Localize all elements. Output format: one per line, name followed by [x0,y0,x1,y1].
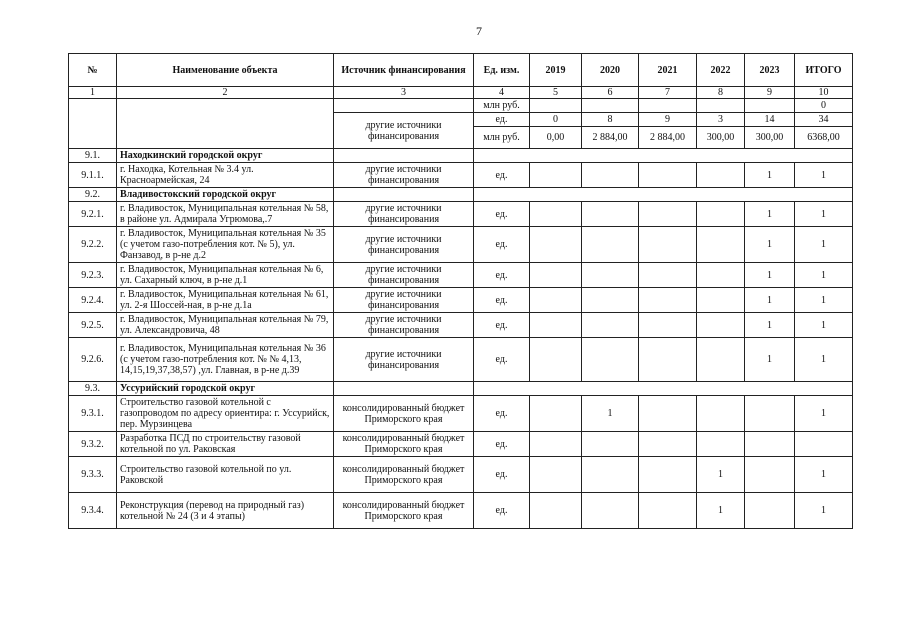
value-2020 [582,432,639,457]
row-number: 9.2.4. [69,288,117,313]
value-2021 [639,338,697,382]
value-2023: 14 [745,113,795,127]
value-2022 [697,202,745,227]
index-cell: 9 [745,87,795,99]
section-row [69,188,853,202]
value-total: 1 [795,202,853,227]
empty-cell [474,188,853,202]
object-name: Строительство газовой котельной с газопроводом по адресу ориентира: г. Уссурийск, пер. Мурзинцева [117,396,334,432]
value-2020 [582,163,639,188]
value-2023: 1 [745,202,795,227]
value-2023: 1 [745,263,795,288]
value-2019 [530,396,582,432]
value-total: 1 [795,338,853,382]
value-2020: 1 [582,396,639,432]
row-number: 9.1.1. [69,163,117,188]
table-row [69,457,853,493]
value-2019 [530,202,582,227]
object-name: г. Владивосток, Муниципальная котельная № 36 (с учетом газо-потребления кот. № № 4,13, 14,15,19,37,38,57) ,ул. Главная, в р-не д.39 [117,338,334,382]
source-cell: другие источники финансирования [334,113,474,149]
value-2019 [530,493,582,529]
unit-cell: ед. [474,227,530,263]
section-row [69,149,853,163]
source-cell: консолидированный бюджет Приморского края [334,457,474,493]
summary-row [69,99,853,113]
value-2022: 3 [697,113,745,127]
value-2023 [745,457,795,493]
value-2020 [582,99,639,113]
value-2019 [530,457,582,493]
section-title: Находкинский городской округ [117,149,334,163]
index-cell: 1 [69,87,117,99]
section-title: Уссурийский городской округ [117,382,334,396]
index-cell: 10 [795,87,853,99]
value-2020 [582,288,639,313]
value-2019: 0 [530,113,582,127]
value-2023 [745,432,795,457]
table-row [69,396,853,432]
object-name: г. Находка, Котельная № 3.4 ул. Красноармейская, 24 [117,163,334,188]
index-cell: 4 [474,87,530,99]
row-number: 9.3.3. [69,457,117,493]
value-2020 [582,227,639,263]
header-cell: Источник финансирования [334,54,474,87]
header-cell: Наименование объекта [117,54,334,87]
table-row [69,227,853,263]
value-2021: 2 884,00 [639,127,697,149]
value-2023: 1 [745,313,795,338]
row-number: 9.2. [69,188,117,202]
value-total: 1 [795,288,853,313]
value-2023 [745,99,795,113]
table-row [69,432,853,457]
value-total: 1 [795,396,853,432]
value-2023: 300,00 [745,127,795,149]
source-cell: другие источники финансирования [334,202,474,227]
value-total: 0 [795,99,853,113]
object-name: г. Владивосток, Муниципальная котельная № 79, ул. Александровича, 48 [117,313,334,338]
value-2022 [697,396,745,432]
source-cell: консолидированный бюджет Приморского края [334,432,474,457]
value-2022: 1 [697,493,745,529]
summary-num-cell [69,99,117,149]
value-total: 1 [795,163,853,188]
value-2020 [582,263,639,288]
unit-cell: ед. [474,163,530,188]
table-row [69,263,853,288]
empty-cell [334,188,474,202]
unit-cell: ед. [474,457,530,493]
table-row [69,338,853,382]
value-2021 [639,263,697,288]
index-cell: 5 [530,87,582,99]
value-2022 [697,163,745,188]
source-cell: другие источники финансирования [334,338,474,382]
object-name: г. Владивосток, Муниципальная котельная № 35 (с учетом газо-потребления кот. № 5), ул. Фанзавод, в р-не д.2 [117,227,334,263]
value-2020 [582,493,639,529]
value-2019 [530,227,582,263]
unit-cell: ед. [474,313,530,338]
unit-cell: ед. [474,432,530,457]
value-2019 [530,313,582,338]
row-number: 9.2.3. [69,263,117,288]
row-number: 9.3.2. [69,432,117,457]
source-cell: другие источники финансирования [334,227,474,263]
row-number: 9.1. [69,149,117,163]
summary-source-empty [334,99,474,113]
value-2020: 8 [582,113,639,127]
source-cell: консолидированный бюджет Приморского края [334,396,474,432]
value-total: 1 [795,493,853,529]
value-2022 [697,263,745,288]
header-cell: № [69,54,117,87]
value-2022 [697,313,745,338]
value-2022 [697,99,745,113]
section-row [69,382,853,396]
source-cell: другие источники финансирования [334,263,474,288]
empty-cell [474,382,853,396]
value-2019: 0,00 [530,127,582,149]
value-2023: 1 [745,163,795,188]
object-name: г. Владивосток, Муниципальная котельная № 61, ул. 2-я Шоссей-ная, в р-не д.1а [117,288,334,313]
value-total: 1 [795,313,853,338]
value-total [795,432,853,457]
header-cell: 2022 [697,54,745,87]
value-2022 [697,338,745,382]
value-2022 [697,432,745,457]
index-cell: 6 [582,87,639,99]
header-cell: ИТОГО [795,54,853,87]
value-total: 1 [795,227,853,263]
value-2021 [639,396,697,432]
unit-cell: млн руб. [474,99,530,113]
unit-cell: ед. [474,396,530,432]
value-2023: 1 [745,288,795,313]
value-total: 34 [795,113,853,127]
value-2021 [639,457,697,493]
object-name: Строительство газовой котельной по ул. Раковской [117,457,334,493]
value-2022 [697,288,745,313]
header-cell: 2020 [582,54,639,87]
row-number: 9.3.1. [69,396,117,432]
value-2019 [530,163,582,188]
table-row [69,202,853,227]
row-number: 9.2.6. [69,338,117,382]
value-2020 [582,313,639,338]
value-2021: 9 [639,113,697,127]
header-row [69,54,853,87]
value-2021 [639,432,697,457]
unit-cell: ед. [474,338,530,382]
page-number: 7 [476,24,482,38]
row-number: 9.2.2. [69,227,117,263]
table-row [69,288,853,313]
empty-cell [474,149,853,163]
value-2021 [639,99,697,113]
table-row [69,493,853,529]
source-cell: другие источники финансирования [334,288,474,313]
index-cell: 2 [117,87,334,99]
value-total: 1 [795,457,853,493]
unit-cell: ед. [474,113,530,127]
value-2023: 1 [745,338,795,382]
header-cell: 2019 [530,54,582,87]
value-total: 6368,00 [795,127,853,149]
value-2021 [639,163,697,188]
object-name: Разработка ПСД по строительству газовой котельной по ул. Раковская [117,432,334,457]
value-2019 [530,338,582,382]
source-cell: другие источники финансирования [334,163,474,188]
unit-cell: ед. [474,493,530,529]
index-cell: 3 [334,87,474,99]
value-2021 [639,227,697,263]
row-number: 9.3.4. [69,493,117,529]
value-2019 [530,288,582,313]
value-2020: 2 884,00 [582,127,639,149]
value-2019 [530,99,582,113]
value-2020 [582,457,639,493]
summary-name-cell [117,99,334,149]
value-2021 [639,288,697,313]
column-index-row [69,87,853,99]
row-number: 9.2.5. [69,313,117,338]
unit-cell: ед. [474,288,530,313]
value-2023 [745,493,795,529]
object-name: Реконструкция (перевод на природный газ) котельной № 24 (3 и 4 этапы) [117,493,334,529]
value-2019 [530,263,582,288]
source-cell: консолидированный бюджет Приморского края [334,493,474,529]
header-cell: Ед. изм. [474,54,530,87]
value-2020 [582,338,639,382]
table-row [69,313,853,338]
section-title: Владивостокский городской округ [117,188,334,202]
row-number: 9.2.1. [69,202,117,227]
object-name: г. Владивосток, Муниципальная котельная № 58, в районе ул. Адмирала Угрюмова,.7 [117,202,334,227]
value-2023: 1 [745,227,795,263]
unit-cell: ед. [474,263,530,288]
value-2021 [639,202,697,227]
value-2022: 300,00 [697,127,745,149]
value-2021 [639,313,697,338]
data-table [68,53,853,529]
unit-cell: млн руб. [474,127,530,149]
unit-cell: ед. [474,202,530,227]
value-2020 [582,202,639,227]
object-name: г. Владивосток, Муниципальная котельная № 6, ул. Сахарный ключ, в р-не д.1 [117,263,334,288]
value-total: 1 [795,263,853,288]
value-2021 [639,493,697,529]
value-2022: 1 [697,457,745,493]
row-number: 9.3. [69,382,117,396]
header-cell: 2021 [639,54,697,87]
empty-cell [334,149,474,163]
header-cell: 2023 [745,54,795,87]
value-2023 [745,396,795,432]
table-row [69,163,853,188]
source-cell: другие источники финансирования [334,313,474,338]
value-2022 [697,227,745,263]
value-2019 [530,432,582,457]
index-cell: 8 [697,87,745,99]
index-cell: 7 [639,87,697,99]
empty-cell [334,382,474,396]
